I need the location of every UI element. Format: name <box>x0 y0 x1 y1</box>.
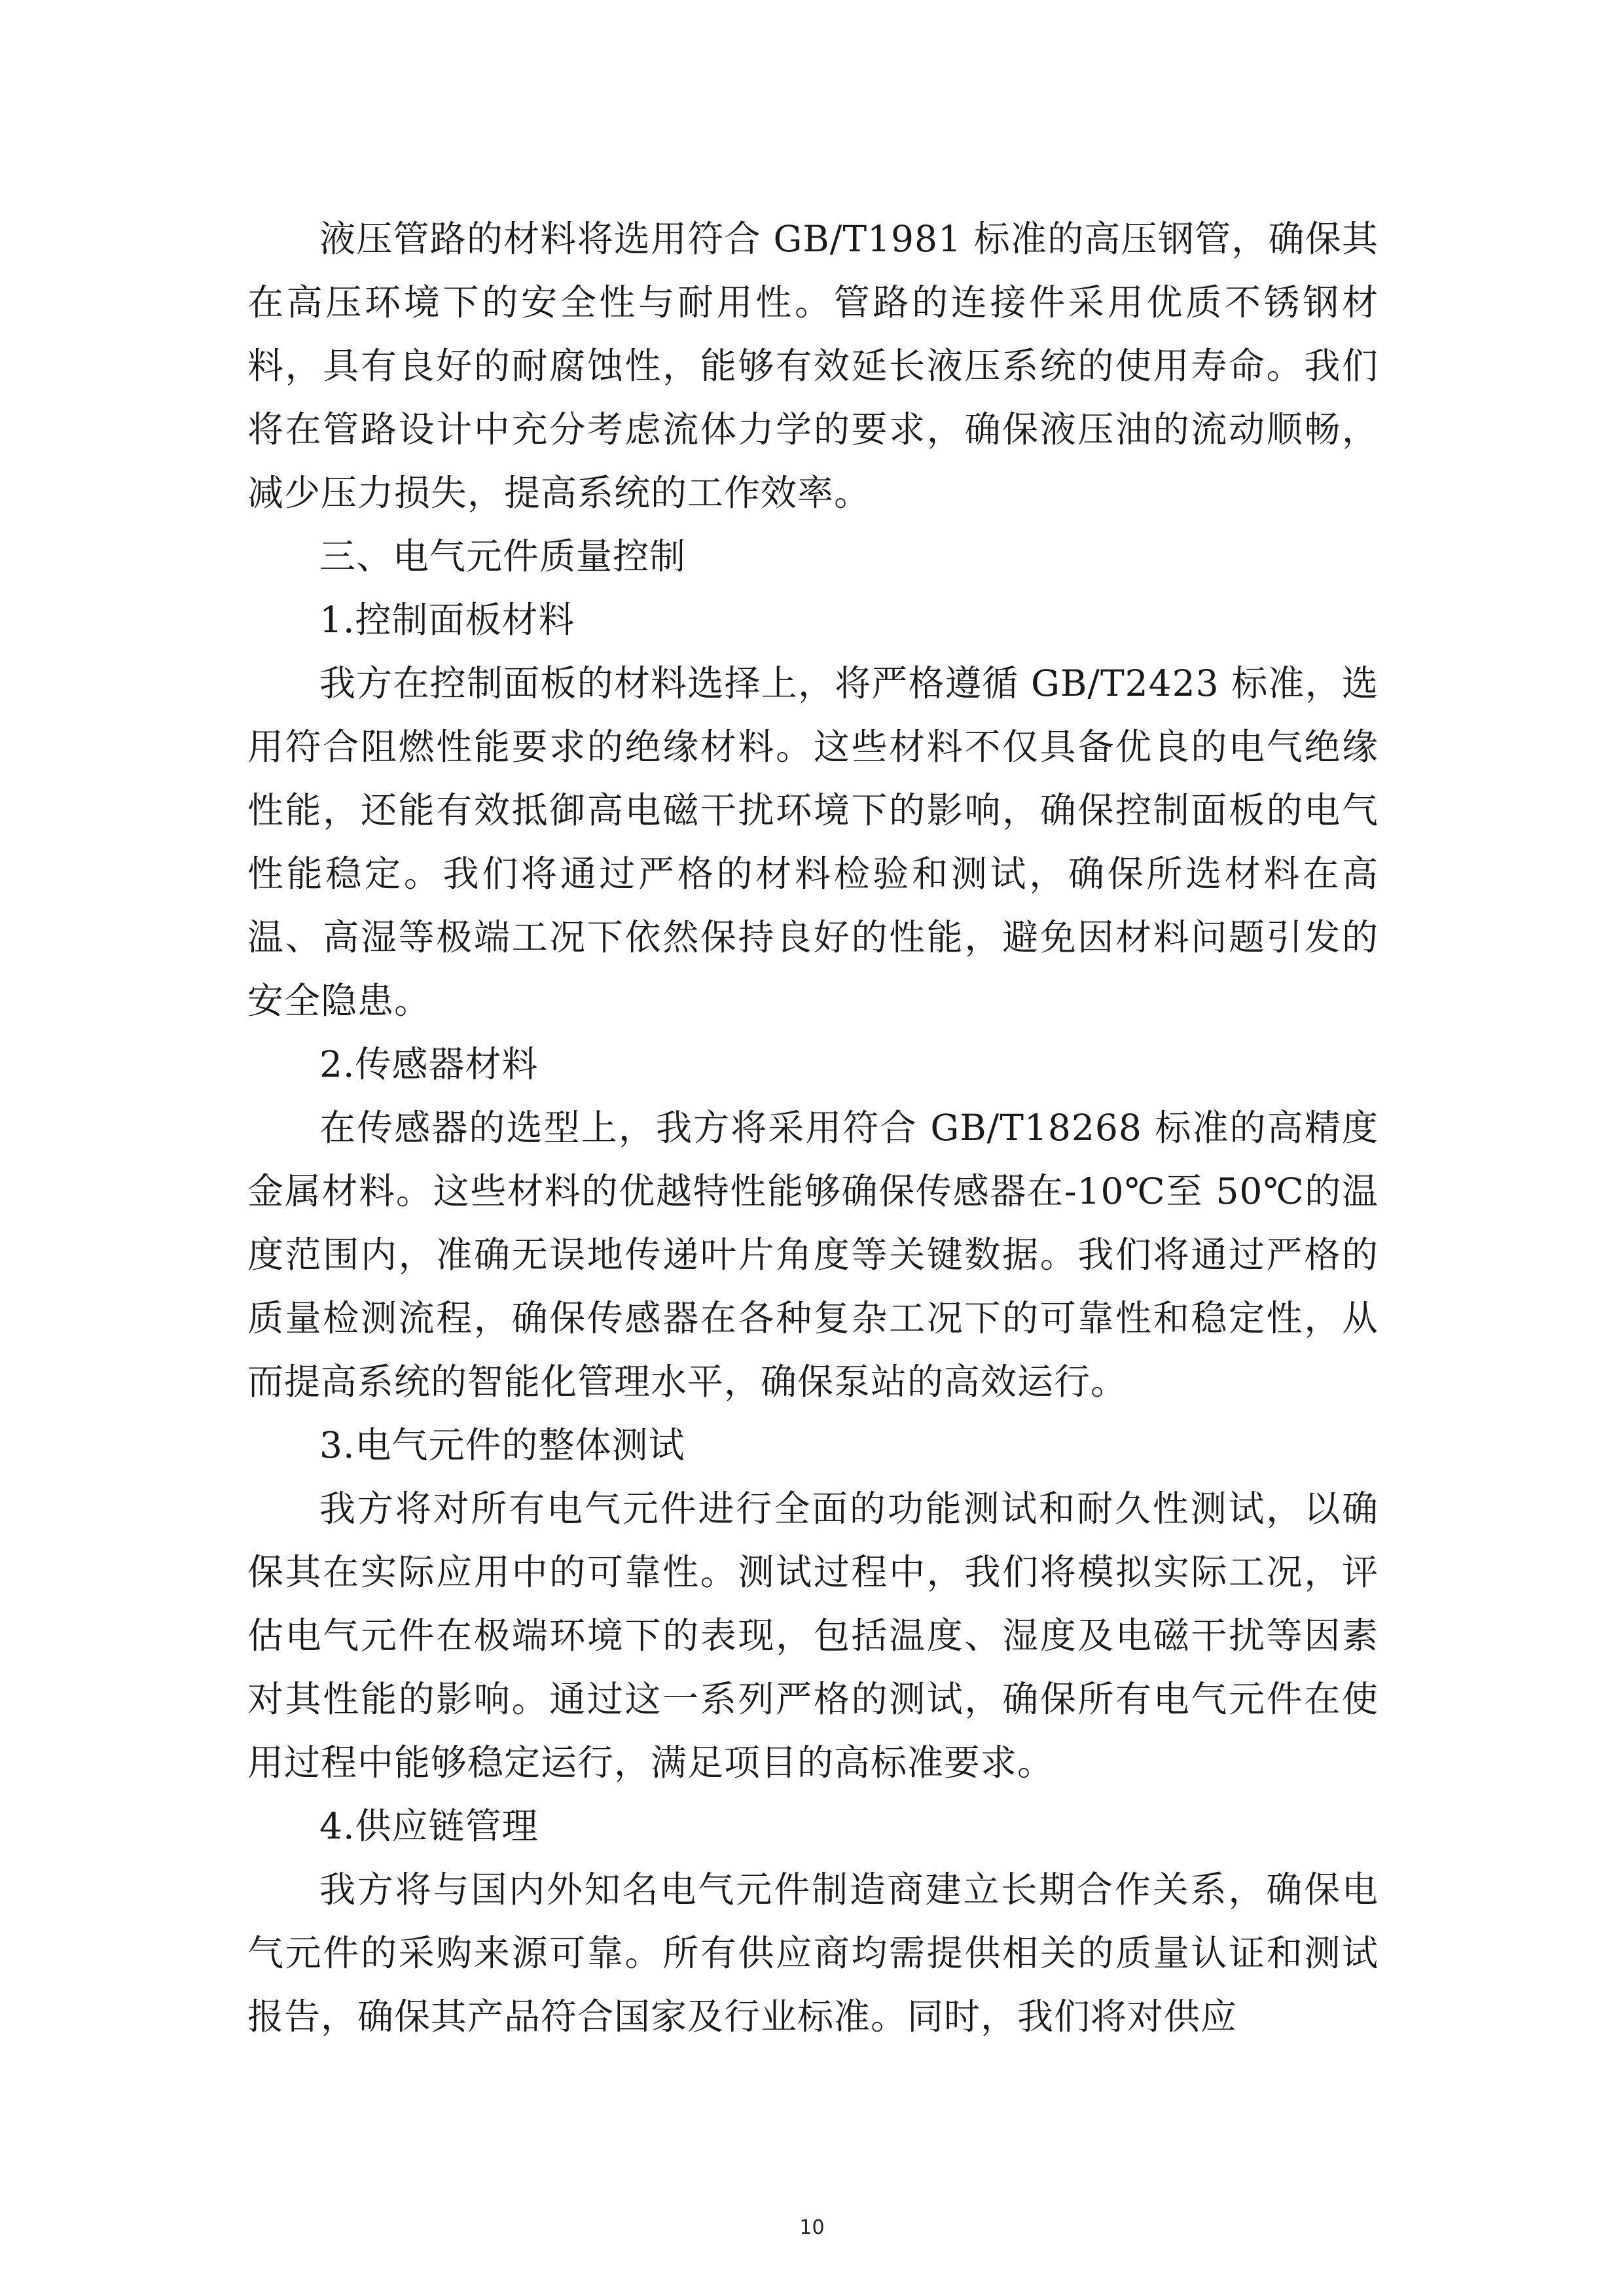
paragraph-sensor-material: 在传感器的选型上，我方将采用符合 GB/T18268 标准的高精度金属材料。这些材料的优越特性能够确保传感器在-10℃至 50℃的温度范围内，准确无误地传递叶片角度等关键数据。我们将通过严格的质量检测流程，确保传感器在各种复杂工况下的可靠性和稳定性，从而提高系统的智能化管理水平，确保泵站的高效运行。 <box>247 1107 1379 1403</box>
paragraph-overall-testing: 我方将对所有电气元件进行全面的功能测试和耐久性测试，以确保其在实际应用中的可靠性。测试过程中，我们将模拟实际工况，评估电气元件在极端环境下的表现，包括温度、湿度及电磁干扰等因素对其性能的影响。通过这一系列严格的测试，确保所有电气元件在使用过程中能够稳定运行，满足项目的高标准要求。 <box>247 1488 1379 1784</box>
page-number: 10 <box>799 2216 825 2239</box>
subheading-sensor-material: 2.传感器材料 <box>319 1043 539 1085</box>
paragraph-hydraulic-piping: 液压管路的材料将选用符合 GB/T1981 标准的高压钢管，确保其在高压环境下的安全性与耐用性。管路的连接件采用优质不锈钢材料，具有良好的耐腐蚀性，能够有效延长液压系统的使用寿命。我们将在管路设计中充分考虑流体力学的要求，确保液压油的流动顺畅，减少压力损失，提高系统的工作效率。 <box>247 218 1379 514</box>
section-heading-electrical-quality: 三、电气元件质量控制 <box>319 535 687 577</box>
paragraph-supply-chain: 我方将与国内外知名电气元件制造商建立长期合作关系，确保电气元件的采购来源可靠。所有供应商均需提供相关的质量认证和测试报告，确保其产品符合国家及行业标准。同时，我们将对供应 <box>247 1869 1379 2037</box>
subheading-supply-chain: 4.供应链管理 <box>319 1805 539 1847</box>
document-body <box>247 207 1379 2049</box>
paragraph-control-panel: 我方在控制面板的材料选择上，将严格遵循 GB/T2423 标准，选用符合阻燃性能要求的绝缘材料。这些材料不仅具备优良的电气绝缘性能，还能有效抵御高电磁干扰环境下的影响，确保控制面板的电气性能稳定。我们将通过严格的材料检验和测试，确保所选材料在高温、高湿等极端工况下依然保持良好的性能，避免因材料问题引发的安全隐患。 <box>247 662 1379 1022</box>
subheading-overall-testing: 3.电气元件的整体测试 <box>319 1424 685 1466</box>
subheading-control-panel: 1.控制面板材料 <box>319 599 575 641</box>
